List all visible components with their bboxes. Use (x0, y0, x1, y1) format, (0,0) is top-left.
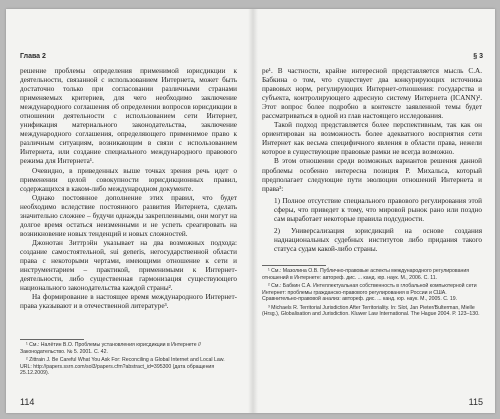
footnote: ¹ См.: Налётин В.О. Проблемы установления юрисдикции в Интернете // Законодательство. № 5. 2001. С. 42. (20, 342, 201, 355)
paragraph: Джонотан Зиттрэйн указывает на два возможных подхода: создание самостоятельной, sui generis, негосударственной области права с некоторыми чертами, имеющими отношение к сети и инструментарием – практикой, применимыми к Интернет-деятельности, либо существенная гармонизация существующего национального законодательства каждой страны². (20, 238, 237, 293)
left-page-body (20, 67, 237, 311)
right-page (256, 9, 495, 413)
evolution-list (262, 197, 482, 254)
paragraph: Такой подход представляется более перспективным, так как он ориентирован на возможность более адекватного восприятия сети Интернет как весьма специфичного явления в области права, нежели которое в существующие правовые рамки не всегда возможно. (262, 121, 482, 157)
paragraph: Однако постоянное дополнение этих правил, что будет необходимо вследствие постоянного развития Интернета, сделать значительно сложнее – будучи однажды закрепленными, они могут на долгое время остаться неизменными и не успеть среагировать на возникновение новых тенденций и новых сложностей. (20, 193, 237, 238)
left-footnotes (20, 342, 237, 379)
list-item: 1) Полное отсутствие специального правового регулирования этой сферы, что приведет к тому, что мировой рынок рано или поздно сам выработает некоторые правила подсудности. (274, 196, 482, 223)
footnote: ² Zittrain J. Be Careful What You Ask For: Reconciling a Global Internet and Local Law. URL: http://papers.ssrn.com/sol3/papers.cfm?abstract_id=395300 (дата обращения 25.12.2009). (20, 357, 225, 377)
footnote: ¹ См.: Мазолина О.В. Публично-правовые аспекты международного регулирования отношений в Интернете: автореф. дис. ... канд. юр. наук. М., 2006. С. 11. (262, 268, 470, 281)
left-page (6, 9, 250, 413)
footnote: ³ Michaels R. Territorial Jurisdiction After Territoriality. In: Slot, Jan Pieter/Bulterman, Mielle (Hrsg.), Globalisation and Jurisdiction. Kluwer Law International. The Hague 2004. P. 123–130. (262, 304, 480, 318)
page-number: 114 (20, 397, 35, 407)
paragraph: решение проблемы определения применимой юрисдикции к деятельности, связанной с использованием Интернета, может быть достаточно только при согласовании различными странами применяемых критериев, для чего необходимо заключение международного соглашения об определении вопросов юрисдикции в отношении деятельности с использованием сети Интернет, унификация материального законодательства, заключение международного соглашения, определяющего применимое право к различным ситуациям, возникающим в связи с использованием Интернета, или создание специального международного правового режима для Интернета¹. (20, 67, 237, 166)
footnote-divider (20, 339, 84, 340)
right-footnotes (262, 268, 482, 320)
right-page-body (262, 67, 482, 257)
page-number: 115 (468, 397, 483, 407)
paragraph: Очевидно, в приведенных выше точках зрения речь идет о применении целой совокупности юрисдикционных правил, содержащихся в каком-либо международном документе. (20, 166, 237, 193)
book-spread (6, 9, 495, 413)
paragraph: На формирование в настоящее время международного Интернет-права указывают и в отечественной литературе³. (20, 293, 237, 311)
footnote: ² См.: Бабкин С.А. Интеллектуальная собственность в глобальной компьютерной сети Интернет: проблемы гражданско-правового регулирования в России и США. Сравнительно-правовой анализ: автореф. дис. ... канд. юр. наук. М., 2005. С. 19. (262, 283, 477, 303)
paragraph: ре¹. В частности, крайне интересной представляется мысль С.А. Бабкина о том, что существует два конкурирующих источника правовых норм, регулирующих Интернет-отношения: государства и субъекта, контролирующего адресную систему Интернета (ICANN)². Этот вопрос более подробно в контексте заявленной темы будет рассматриваться в одной из глав настоящего исследования. (262, 67, 482, 121)
list-item: 2) Универсализация юрисдикций на основе создания наднациональных судебных институтов либо придания такого статуса судам какой-либо страны. (274, 226, 482, 253)
footnote-divider (262, 265, 326, 266)
chapter-header: Глава 2 (20, 53, 46, 60)
section-header: § 3 (473, 53, 483, 60)
paragraph: В этом отношении среди возможных вариантов решения данной проблемы особенно интересна позиция Р. Михальса, который предполагает следующие пути эволюции отношений Интернета и права³: (262, 157, 482, 193)
